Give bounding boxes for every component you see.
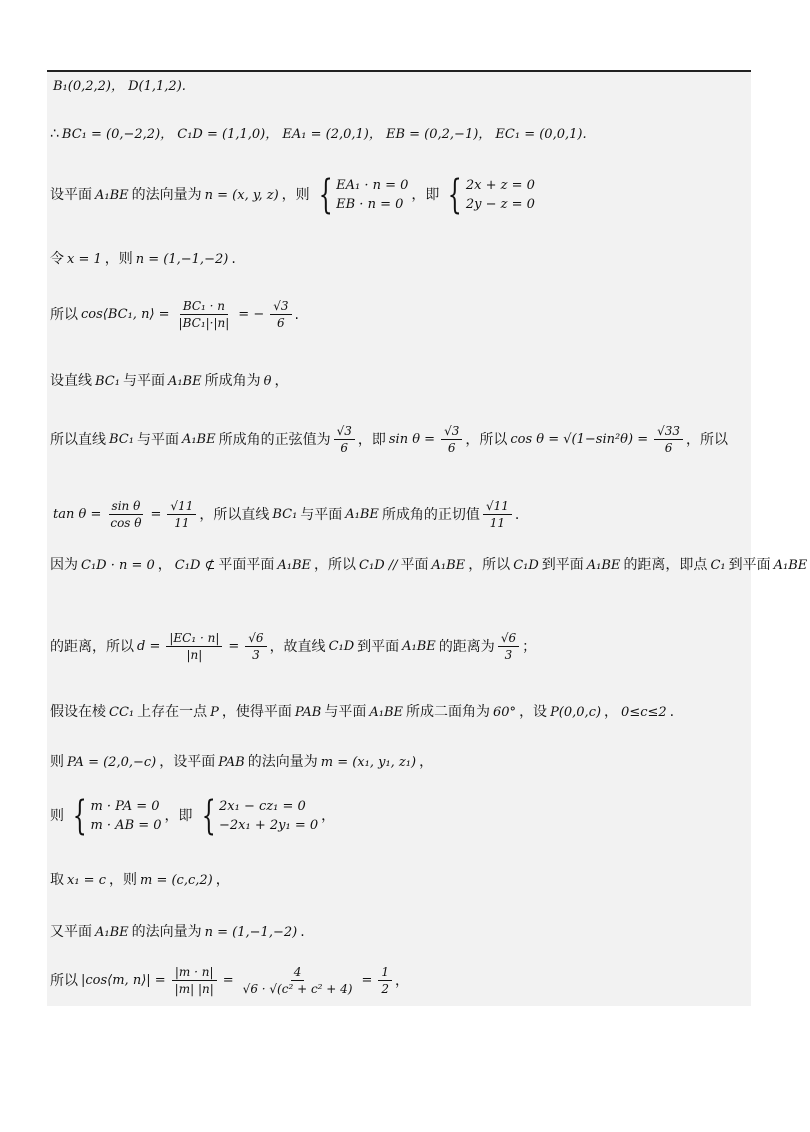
equation: EA₁ · n = 0 [336,178,409,193]
math: C₁D ⊄ [174,557,216,573]
denominator: 6 [340,441,349,455]
fraction [172,966,217,995]
numerator: 1 [378,966,392,981]
text: 所成角的正切值 [381,506,480,523]
fraction [176,300,233,329]
numerator: |m · n| [172,966,217,981]
denominator: |m| |n| [174,982,214,996]
math: P [210,704,219,720]
math: x₁ = c [67,872,106,888]
text: 的距离，所以 [50,638,134,655]
numerator: √3 [441,425,462,440]
text: 又平面 [50,924,92,940]
numerator: BC₁ · n [180,300,228,315]
text: ， [604,704,619,720]
text: 与平面 [122,373,165,389]
text: . [514,506,520,523]
text: . [294,306,299,323]
line-5 [50,300,299,329]
text: ，即 [164,808,193,824]
math: BC₁ [109,432,134,447]
text: ； [522,638,537,655]
math: CC₁ [109,704,135,720]
math: m = (x₁, y₁, z₁) [320,754,417,770]
denominator: √6 · √(c² + c² + 4) [242,982,353,996]
math: d = [137,639,161,654]
fraction [240,966,356,995]
math: C₁D · n = 0 [81,557,155,573]
math: PAB [218,754,245,770]
text: ， [157,557,172,573]
math: n = (x, y, z) [204,187,279,203]
math: C₁ [710,557,726,573]
denominator: 11 [174,516,190,530]
text: 所成角的正弦值为 [218,431,331,448]
numerator: √11 [483,500,512,515]
math: C₁D [328,639,355,654]
text: 与平面 [300,506,343,523]
math: n = (1,−1,−2) [204,924,298,940]
denominator: 11 [489,516,506,530]
math: m = (c,c,2) [139,872,213,888]
line-13 [50,793,336,839]
text: 到平面 [357,638,400,655]
fraction [167,500,196,529]
text: 的距离为 [438,638,495,655]
text: 令 [50,251,64,267]
fraction [334,425,355,454]
math-vectors: BC₁ = (0,−2,2)， C₁D = (1,1,0)， EA₁ = (2,0,1)， EB = (0,2,−1)， EC₁ = (0,0,1). [61,126,587,142]
denominator: 6 [664,441,673,455]
line-12 [50,755,433,769]
text: 因为 [50,557,78,573]
numerator: √3 [270,300,291,315]
line-15 [50,925,305,939]
text: ，则 [104,251,133,267]
text: 则 [50,808,64,824]
text: 上存在一点 [137,704,208,720]
text: 到平面 [541,557,584,573]
math: A₁BE [95,924,129,940]
math: 60° [493,704,517,720]
math: tan θ = [53,507,102,522]
math: A₁BE [181,432,216,447]
numerator: √11 [167,500,196,515]
text: 的法向量为 [131,187,202,203]
math: A₁BE [431,557,466,573]
equation: 2x + z = 0 [465,178,535,193]
math: sin θ = [388,432,436,447]
line-3 [50,172,538,218]
header-rule [47,70,751,72]
denominator: 2 [381,982,390,996]
text: 取 [50,872,64,888]
denominator: 6 [277,316,285,330]
math: = − [238,307,265,322]
numerator: 4 [291,966,305,981]
math: = [228,639,240,654]
fraction [166,632,222,661]
line-14 [50,873,230,887]
text: ，所以 [468,557,511,573]
text: 设平面 [50,187,92,203]
line-10 [50,632,536,661]
text: 的距离，即点 [623,557,708,573]
equation: −2x₁ + 2y₁ = 0 [219,818,319,833]
equation-system: { 2x₁ − cz₁ = 0 −2x₁ + 2y₁ = 0 [201,793,319,839]
denominator: |n| [186,648,203,662]
math: A₁BE [369,704,404,720]
denominator: 6 [447,441,456,455]
math: |cos⟨m, n⟩| = [81,973,166,988]
text: . [669,704,675,720]
line-6 [50,374,288,388]
fraction [441,425,462,454]
numerator: √6 [498,632,519,647]
numerator: √3 [334,425,355,440]
text: 与平面 [324,704,367,720]
math: = [150,507,162,522]
line-2 [50,127,590,141]
therefore-symbol: ∴ [50,126,59,142]
math: x = 1 [67,251,102,267]
fraction [245,632,266,661]
text: ，故直线 [269,638,326,655]
math: C₁D [513,557,539,573]
equation: 2y − z = 0 [465,197,535,212]
numerator: √33 [654,425,683,440]
line-9 [50,558,810,572]
line-7 [50,425,728,454]
fraction [270,300,291,329]
math: 0≤c≤2 [621,704,667,720]
text: ， [321,808,336,824]
text: ，即 [357,431,386,448]
fraction [654,425,683,454]
numerator: sin θ [109,500,144,515]
numerator: |EC₁ · n| [166,632,222,647]
math: A₁BE [95,187,129,203]
text: 与平面 [136,431,179,448]
text: ， [395,972,410,989]
equation-system: { 2x + z = 0 2y − z = 0 [448,172,535,218]
math: cos θ = √(1−sin²θ) = [510,432,649,447]
denominator: |BC₁|·|n| [178,316,230,330]
text: ， [215,872,230,888]
equation: EB · n = 0 [336,197,404,212]
math: PA = (2,0,−c) [67,754,157,770]
equation: 2x₁ − cz₁ = 0 [219,799,306,814]
fraction [483,500,512,529]
equation-system: { m · PA = 0 m · AB = 0 [72,793,162,839]
math: PAB [294,704,322,720]
denominator: cos θ [110,516,142,530]
text: ，设 [519,704,548,720]
line-1 [50,80,189,93]
numerator: √6 [245,632,266,647]
line-8 [50,500,519,529]
line-11 [50,705,674,719]
line-4 [50,252,236,266]
text: ，所以 [465,431,508,448]
text: 到平面 [728,557,771,573]
line-16 [50,966,409,995]
text: 则 [50,754,64,770]
math: = [361,973,373,988]
text: 所以直线 [50,431,106,448]
math: A₁BE [402,639,436,654]
math: A₁BE [586,557,621,573]
text: 设直线 [50,373,92,389]
equation-system: { EA₁ · n = 0 EB · n = 0 [318,172,409,218]
fraction [378,966,392,995]
math: cos⟨BC₁, n⟩ = [81,307,170,322]
text: 所成二面角为 [406,704,491,720]
math: BC₁ [272,507,298,522]
text: ，则 [281,187,310,203]
text: ，则 [108,872,137,888]
denominator: 3 [504,648,513,662]
math: C₁D // [359,557,398,573]
text: ， [419,754,434,770]
fraction [107,500,144,529]
text: 所成角为 [204,373,261,389]
text: . [231,251,236,267]
math: P(0,0,c) [550,704,602,720]
math: A₁BE [167,373,202,389]
text: ，使得平面 [221,704,292,720]
text: 平面 [400,557,429,573]
text: 所以 [50,972,78,989]
text: ， [274,373,289,389]
text: 的法向量为 [247,754,318,770]
text: 平面平面 [218,557,275,573]
math: A₁BE [773,557,808,573]
text: ，所以 [686,431,729,448]
text: ，所以直线 [199,506,270,523]
text: ，即 [411,187,440,203]
math: = [222,973,234,988]
text: 的法向量为 [131,924,202,940]
text: ，设平面 [159,754,216,770]
text: 所以 [50,306,78,323]
denominator: 3 [252,648,260,662]
text: 假设在棱 [50,704,106,720]
equation: m · AB = 0 [90,818,162,833]
math: n = (1,−1,−2) [135,251,229,267]
math: A₁BE [277,557,312,573]
text: ，所以 [314,557,357,573]
fraction [498,632,519,661]
text: . [300,924,305,940]
math: A₁BE [345,507,379,522]
math: BC₁ [95,373,120,389]
equation: m · PA = 0 [90,799,160,814]
math: θ [263,373,272,389]
math-points: B₁(0,2,2)， D(1,1,2). [53,79,186,94]
